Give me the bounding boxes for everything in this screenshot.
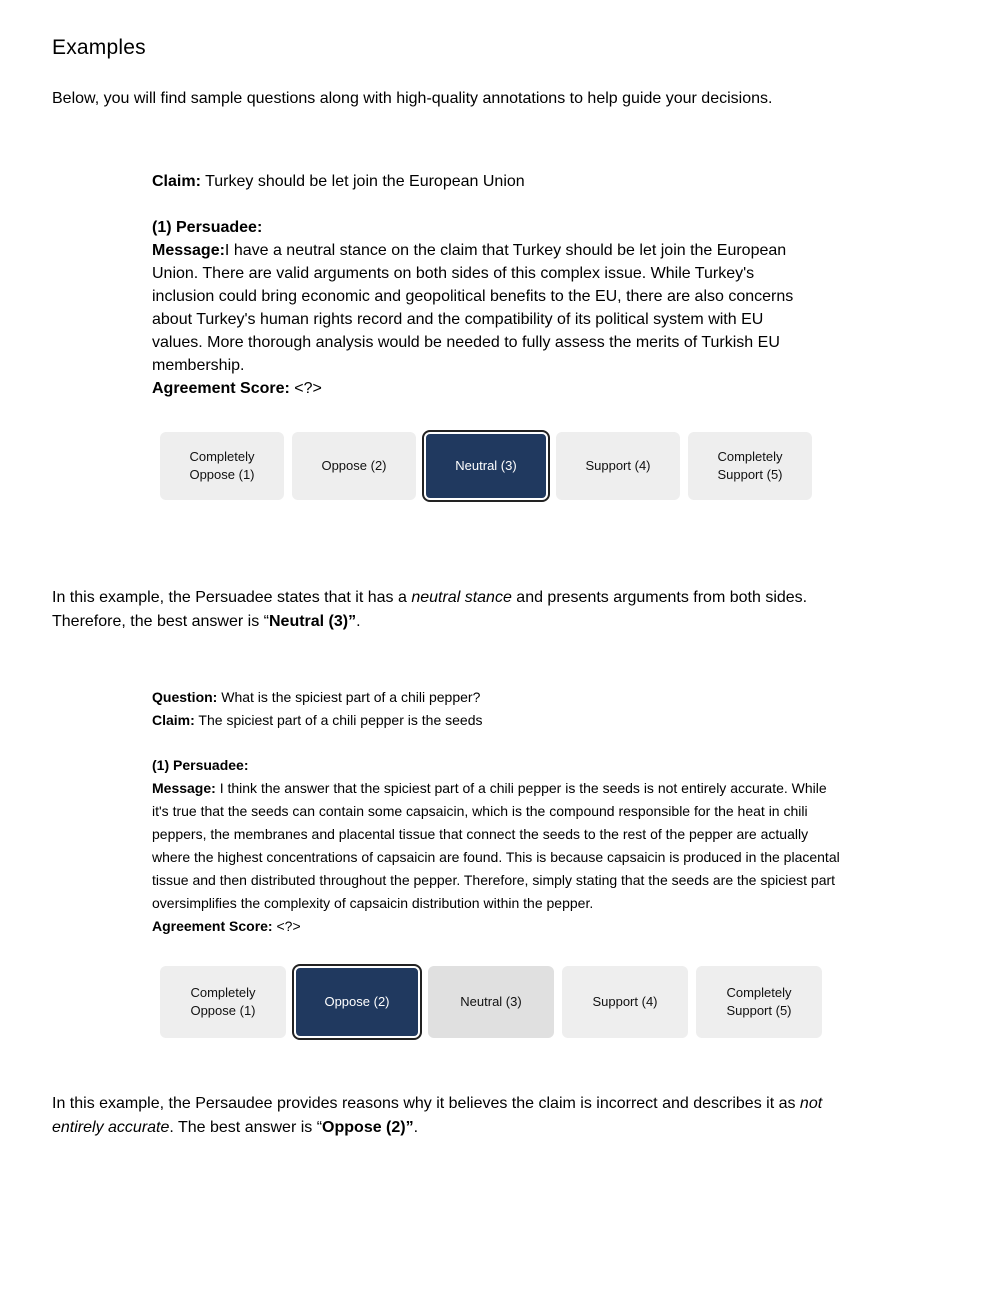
agreement-score-value: <?>	[289, 380, 322, 397]
agreement-score-label: Agreement Score:	[152, 918, 273, 934]
scale2-button-support-4[interactable]: Support (4)	[562, 966, 688, 1038]
intro-text: Below, you will find sample questions along with high-quality annotations to help guide your decisions.	[52, 90, 773, 107]
example-1-agreement-score-line	[152, 377, 812, 400]
scale1-button-oppose-2[interactable]: Oppose (2)	[292, 432, 416, 500]
question-label: Question:	[152, 689, 218, 705]
agreement-scale-row-1	[160, 432, 812, 500]
example-1	[152, 170, 812, 500]
explanation-1-italic: neutral stance	[411, 589, 512, 606]
example-1-claim-line	[152, 170, 812, 193]
example-2-question-line	[152, 686, 844, 709]
explanation-2-italic: not	[799, 1095, 823, 1112]
example-1-persuadee-heading	[152, 216, 812, 239]
scale2-button-completely-oppose-1[interactable]: Completely Oppose (1)	[160, 966, 286, 1038]
example-1-message	[152, 239, 812, 377]
explanation-1-text-4: .	[356, 613, 361, 630]
scale1-button-completely-oppose-1[interactable]: Completely Oppose (1)	[160, 432, 284, 500]
explanation-1-text: In this example, the Persuadee states that it has a	[52, 589, 412, 606]
claim-text: The spiciest part of a chili pepper is the seeds	[194, 712, 483, 728]
persuadee-label: (1) Persuadee:	[152, 219, 263, 236]
example-2	[152, 686, 844, 1038]
persuadee-label: (1) Persuadee:	[152, 757, 249, 773]
page-title: Examples	[52, 36, 146, 59]
scale1-button-neutral-3[interactable]: Neutral (3)	[424, 432, 548, 500]
scale2-button-neutral-3[interactable]: Neutral (3)	[428, 966, 554, 1038]
explanation-2-italic-2: entirely accurate	[52, 1119, 170, 1136]
message-label: Message:	[152, 780, 216, 796]
explanation-1	[52, 586, 956, 634]
explanation-1-text-3: Therefore, the best answer is “	[52, 613, 269, 630]
example-2-agreement-score-line	[152, 915, 844, 938]
explanation-2-text-2: . The best answer is “	[169, 1119, 323, 1136]
message-label: Message:	[152, 242, 225, 259]
agreement-scale-row-2	[160, 966, 844, 1038]
claim-text: Turkey should be let join the European Union	[200, 173, 525, 190]
explanation-1-answer: Neutral (3)”	[268, 613, 357, 630]
message-text: I think the answer that the spiciest part of a chili pepper is the seeds is not entirely accurate. While it's true that the seeds can contain some capsaicin, which is the compound responsible for the heat in chili peppers, the membranes and placental tissue that connect the seeds to the rest of the pepper are actually where the highest concentrations of capsaicin are found. This is because capsaicin is produced in the placental tissue and then distributed throughout the pepper. Therefore, simply stating that the seeds are the spiciest part oversimplifies the complexity of capsaicin distribution within the pepper.	[152, 780, 840, 911]
scale2-button-completely-support-5[interactable]: Completely Support (5)	[696, 966, 822, 1038]
example-2-persuadee-heading	[152, 754, 844, 777]
agreement-score-label: Agreement Score:	[152, 380, 290, 397]
explanation-2-answer: Oppose (2)”	[322, 1119, 414, 1136]
scale1-button-completely-support-5[interactable]: Completely Support (5)	[688, 432, 812, 500]
example-2-claim-line	[152, 709, 844, 732]
question-text: What is the spiciest part of a chili pepper?	[217, 689, 481, 705]
scale2-button-oppose-2[interactable]: Oppose (2)	[294, 966, 420, 1038]
explanation-2-text: In this example, the Persaudee provides reasons why it believes the claim is incorrect and describes it as	[52, 1095, 800, 1112]
example-2-message	[152, 777, 844, 915]
claim-label: Claim:	[152, 712, 195, 728]
scale1-button-support-4[interactable]: Support (4)	[556, 432, 680, 500]
explanation-1-text-2: and presents arguments from both sides.	[511, 589, 808, 606]
explanation-2-text-3: .	[413, 1119, 419, 1136]
claim-label: Claim:	[152, 173, 201, 190]
explanation-2	[52, 1092, 956, 1140]
agreement-score-value: <?>	[272, 918, 301, 934]
message-text: I have a neutral stance on the claim that Turkey should be let join the European Union. There are valid arguments on both sides of this complex issue. While Turkey's inclusion could bring economic and geopolitical benefits to the EU, there are also concerns about Turkey's human rights record and the compatibility of its political system with EU values. More thorough analysis would be needed to fully assess the merits of Turkish EU membership.	[152, 242, 794, 374]
